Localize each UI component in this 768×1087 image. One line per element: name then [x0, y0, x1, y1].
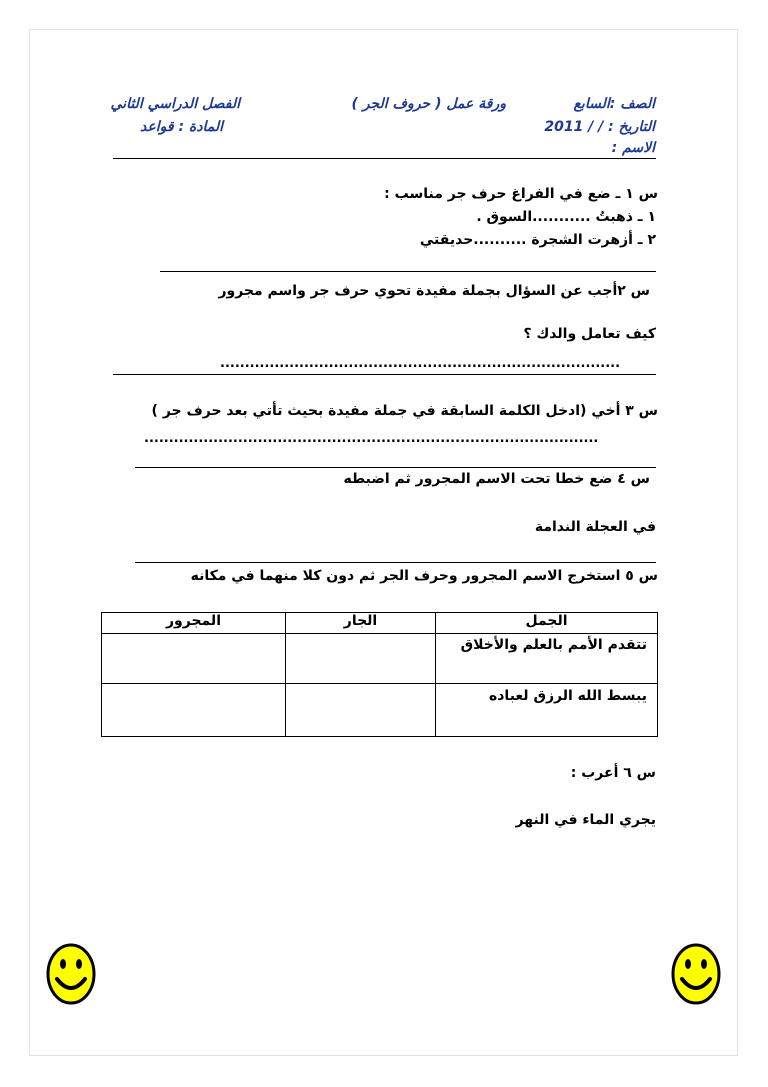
subject-label: المادة : قواعد: [140, 119, 223, 135]
preposition-cell[interactable]: [286, 684, 436, 737]
q3-title: س ٣ أخي (ادخل الكلمة السابقة في جملة مفيدة بحيث تأتي بعد حرف جر ): [151, 403, 658, 419]
semester-label: الفصل الدراسي الثاني: [110, 96, 240, 112]
table-row: [102, 684, 658, 737]
table-row: [102, 634, 658, 684]
sentence-cell: يبسط الله الرزق لعباده: [436, 684, 658, 737]
q5-table: [101, 612, 658, 737]
q2-question: كيف تعامل والدك ؟: [523, 326, 656, 342]
q2-answer-line[interactable]: .................................................................................: [220, 357, 621, 371]
genitive-noun-cell[interactable]: [102, 634, 286, 684]
q1-divider: [160, 271, 656, 272]
header-preposition: الجار: [286, 613, 436, 634]
header-sentences: الجمل: [436, 613, 658, 634]
smiley-face-icon: [671, 943, 721, 1005]
grade-label: الصف :السابع: [573, 96, 655, 112]
q4-divider: [135, 562, 656, 563]
q2-divider: [113, 374, 656, 375]
q4-sentence: في العجلة الندامة: [534, 519, 656, 535]
preposition-cell[interactable]: [286, 634, 436, 684]
smiley-face-icon: [46, 943, 96, 1005]
q5-title: س ٥ استخرج الاسم المجرور وحرف الجر ثم دون كلا منهما في مكانه: [190, 568, 658, 584]
worksheet-title: ورقة عمل ( حروف الجر ): [351, 96, 506, 112]
name-label: الاسم :: [611, 140, 655, 156]
q1-item-1: ١ ـ ذهبتُ ...........السوق .: [476, 209, 656, 225]
q2-title: س ٢أجب عن السؤال بجملة مفيدة تحوي حرف جر واسم مجرور: [218, 283, 650, 299]
q6-sentence: يجري الماء في النهر: [515, 812, 656, 828]
header-genitive-noun: المجرور: [102, 613, 286, 634]
q1-title: س ١ ـ ضع في الفراغ حرف جر مناسب :: [384, 186, 658, 202]
q6-title: س ٦ أعرب :: [570, 765, 656, 781]
genitive-noun-cell[interactable]: [102, 684, 286, 737]
sentence-cell: تتقدم الأمم بالعلم والأخلاق: [436, 634, 658, 684]
page-border: [29, 29, 738, 1056]
table-header-row: [102, 613, 658, 634]
header-divider: [113, 158, 656, 159]
q3-answer-line[interactable]: ............................................................................................: [144, 432, 599, 446]
q3-divider: [135, 467, 656, 468]
q1-item-2: ٢ ـ أزهرت الشجرة ..........حديقتي: [419, 232, 656, 248]
q4-title: س ٤ ضع خطا تحت الاسم المجرور ثم اضبطه: [343, 471, 650, 487]
date-label: التاريخ : / / 2011: [544, 119, 655, 135]
